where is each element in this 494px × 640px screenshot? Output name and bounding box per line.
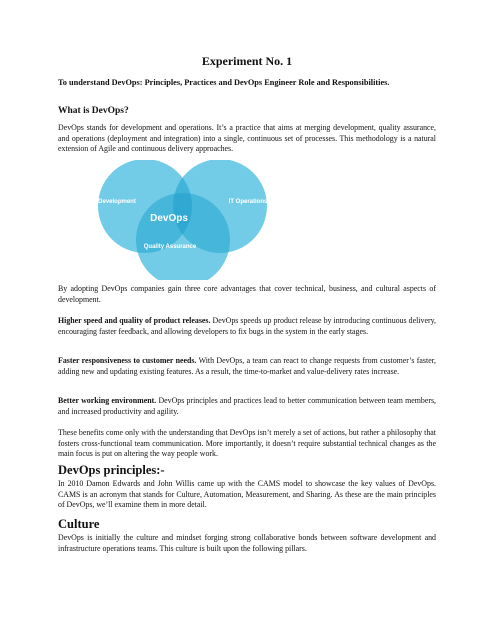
devops-principles-paragraph: In 2010 Damon Edwards and John Willis came up with the CAMS model to showcase the key values of DevOps. CAMS is an acronym that stands for Culture, Automation, Measurement, and Sharing. As these are the main principles of DevOps, we’ll examine them in more detail. [58, 479, 436, 510]
advantage-item [58, 396, 436, 417]
quality-assurance-label: Quality Assurance [143, 244, 197, 250]
advantage-title: Better working environment. [58, 396, 157, 405]
advantage-title: Faster responsiveness to customer needs. [58, 356, 197, 365]
devops-venn-diagram [70, 160, 310, 280]
page-subtitle: To understand DevOps: Principles, Practices and DevOps Engineer Role and Responsibilities. [58, 78, 390, 87]
it-operations-label: IT Operations [228, 199, 268, 205]
advantage-title: Higher speed and quality of product releases. [58, 316, 211, 325]
advantages-intro: By adopting DevOps companies gain three core advantages that cover technical, business, and cultural aspects of development. [58, 284, 436, 304]
benefits-paragraph: These benefits come only with the understanding that DevOps isn’t merely a set of actions, but rather a philosophy that fosters cross-functional team communication. More importantly, it doesn’t require substantial technical changes as the main focus is put on altering the way people work. [58, 428, 436, 459]
advantage-text: With DevOps, a team can react to change requests from customer’s faster, adding new and updating existing features. As a result, the time-to-market and value-delivery rates increase. [58, 356, 436, 376]
culture-heading: Culture [58, 517, 100, 531]
advantage-item [58, 316, 436, 337]
advantage-text: DevOps speeds up product release by introducing continuous delivery, encouraging faster feedback, and allowing developers to fix bugs in the system in the early stages. [58, 316, 436, 336]
page-title: Experiment No. 1 [201, 54, 293, 68]
devops-center-label: DevOps [150, 213, 188, 224]
culture-paragraph: DevOps is initially the culture and mindset forging strong collaborative bonds between software development and infrastructure operations teams. This culture is built upon the following pillars. [58, 533, 436, 553]
devops-principles-heading: DevOps principles:- [58, 463, 165, 477]
what-is-devops-paragraph: DevOps stands for development and operations. It’s a practice that aims at merging development, quality assurance, and operations (deployment and integration) into a single, continuous set of processes. This methodology is a natural extension of Agile and continuous delivery approaches. [58, 123, 436, 154]
development-label: Development [98, 199, 136, 205]
advantage-item [58, 356, 436, 377]
advantage-text: DevOps principles and practices lead to better communication between team members, and increased productivity and agility. [58, 396, 436, 416]
what-is-devops-heading: What is DevOps? [58, 106, 129, 116]
